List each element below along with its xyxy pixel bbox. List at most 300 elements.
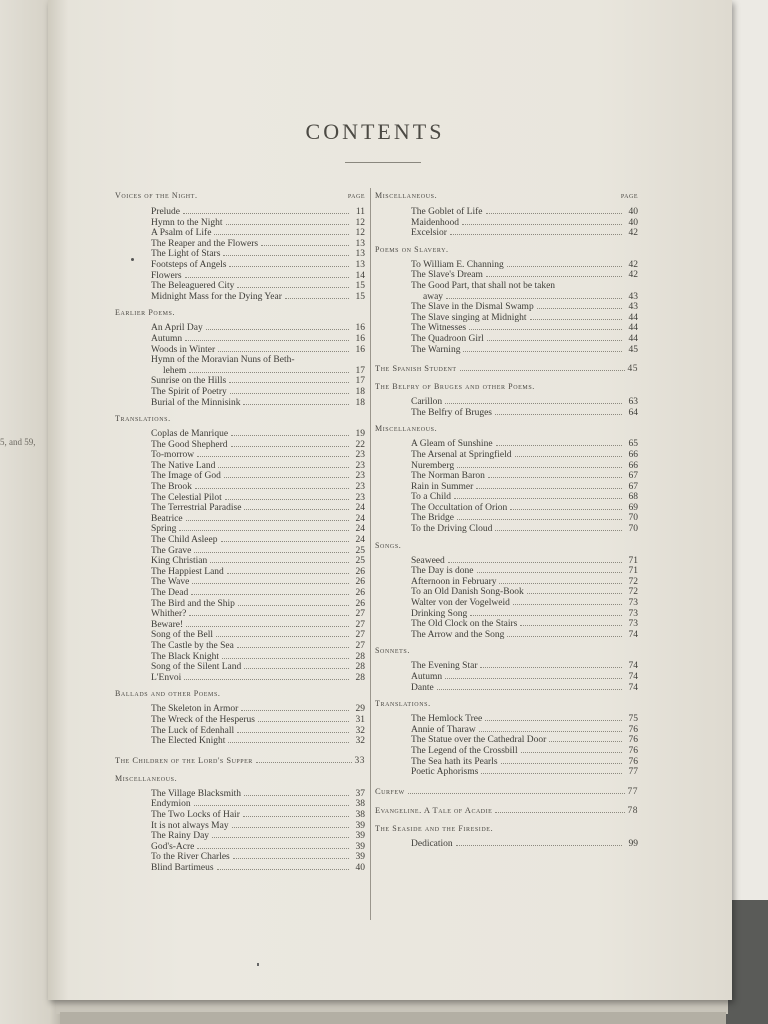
toc-entry [375, 482, 638, 493]
entry-page-number: 24 [355, 535, 365, 546]
entry-title: Walter von der Vogelweid [411, 598, 510, 609]
toc-entry [115, 567, 365, 578]
leader-dots [212, 837, 349, 838]
entry-title: King Christian [151, 556, 208, 567]
toc-entry [115, 535, 365, 546]
entry-page-number: 40 [355, 862, 365, 873]
toc-entry [375, 471, 638, 482]
entry-title: The Belfry of Bruges [411, 407, 492, 418]
entry-page-number: 25 [355, 556, 365, 567]
leader-dots [285, 298, 349, 299]
entry-title: Midnight Mass for the Dying Year [151, 291, 282, 302]
entry-title: Carillon [411, 397, 443, 408]
entry-page-number: 24 [355, 524, 365, 535]
entry-page-number: 13 [355, 249, 365, 260]
leader-dots [510, 509, 622, 510]
toc-section [115, 191, 365, 302]
section-heading [375, 382, 638, 392]
entry-title: Poetic Aphorisms [411, 767, 479, 778]
entry-title: The Child Asleep [151, 535, 218, 546]
major-entry-page: 78 [627, 805, 638, 816]
section-heading-text: Sonnets. [375, 646, 410, 656]
entry-title: The Luck of Edenhall [151, 725, 235, 736]
entry-title: Annie of Tharaw [411, 724, 476, 735]
leader-dots [448, 562, 622, 563]
entry-page-number: 24 [355, 513, 365, 524]
entry-title: To a Child [411, 492, 451, 503]
entry-title: The Grave [151, 545, 192, 556]
ink-speck [257, 963, 259, 966]
leader-dots [185, 340, 349, 341]
page-column-label: PAGE [347, 194, 365, 200]
toc-entry [375, 661, 638, 672]
leader-dots [186, 626, 349, 627]
title-rule [345, 162, 421, 163]
leader-dots [256, 762, 352, 763]
section-heading [375, 191, 638, 202]
toc-entry [115, 726, 365, 737]
section-heading-text: Miscellaneous. [375, 424, 438, 434]
leader-dots [460, 370, 625, 371]
entry-title: A Gleam of Sunshine [411, 439, 493, 450]
entry-title: The Evening Star [411, 661, 478, 672]
entry-title: The Day is done [411, 566, 474, 577]
entry-page-number: 44 [628, 333, 638, 344]
toc-entry [375, 556, 638, 567]
toc-entry [375, 503, 638, 514]
entry-page-number: 24 [355, 503, 365, 514]
toc-entry [115, 652, 365, 663]
entry-page-number: 17 [355, 376, 365, 387]
section-heading-text: Poems on Slavery. [375, 244, 449, 254]
entry-title: The Legend of the Crossbill [411, 745, 518, 756]
entry-page-number: 16 [355, 323, 365, 334]
section-heading-text: The Belfry of Bruges and other Poems. [375, 382, 535, 392]
section-heading [375, 541, 638, 551]
entry-title: The Slave in the Dismal Swamp [411, 302, 534, 313]
toc-entry [375, 302, 638, 313]
entry-title: To the River Charles [151, 852, 230, 863]
entry-page-number: 23 [355, 482, 365, 493]
entry-page-number: 23 [355, 460, 365, 471]
toc-entry [375, 492, 638, 503]
leader-dots [445, 678, 622, 679]
entry-title: The Arsenal at Springfield [411, 449, 512, 460]
toc-entry [115, 599, 365, 610]
entry-title: Hymn of the Moravian Nuns of Beth- [151, 355, 295, 366]
section-heading [375, 824, 638, 834]
toc-entry [115, 292, 365, 303]
leader-dots [226, 224, 349, 225]
toc-entry [375, 619, 638, 630]
entry-page-number: 67 [628, 481, 638, 492]
toc-entry [375, 683, 638, 694]
entry-title: Afternoon in February [411, 576, 497, 587]
entry-page-number: 11 [355, 207, 365, 217]
entry-page-number: 18 [355, 386, 365, 397]
entry-title: The Good Part, that shall not be taken [411, 280, 556, 291]
toc-entry [375, 260, 638, 271]
leader-dots [244, 668, 349, 669]
page-stack-edge-lower [60, 1012, 726, 1024]
entry-page-number: 73 [628, 598, 638, 609]
entry-page-number: 14 [355, 270, 365, 281]
entry-title: The Witnesses [411, 323, 467, 334]
entry-title: The Spirit of Poetry [151, 386, 227, 397]
toc-entry [115, 503, 365, 514]
leader-dots [197, 456, 349, 457]
leader-dots [241, 710, 349, 711]
leader-dots [195, 488, 349, 489]
entry-page-number: 42 [628, 259, 638, 270]
entry-title: Excelsior [411, 228, 447, 239]
entry-title: The Slave's Dream [411, 270, 483, 281]
entry-title: The Elected Knight [151, 736, 226, 747]
toc-entry [375, 598, 638, 609]
toc-entry [375, 524, 638, 535]
entry-page-number: 73 [628, 608, 638, 619]
major-entry-title: Evangeline. A Tale of Acadie [375, 804, 493, 815]
entry-title: Woods in Winter [151, 344, 216, 355]
entry-title: Coplas de Manrique [151, 429, 229, 440]
leader-dots [457, 467, 622, 468]
toc-entry [375, 767, 638, 778]
section-heading [375, 424, 638, 434]
toc-entry [115, 323, 365, 334]
leader-dots [221, 541, 350, 542]
entry-title: The Wreck of the Hesperus [151, 714, 255, 725]
entry-page-number: 38 [355, 799, 365, 810]
entry-page-number: 23 [355, 492, 365, 503]
entry-page-number: 64 [628, 407, 638, 418]
section-heading-text: Ballads and other Poems. [115, 689, 221, 699]
entry-title: The Statue over the Cathedral Door [411, 735, 547, 746]
toc-section [115, 308, 365, 408]
entry-page-number: 76 [628, 735, 638, 746]
leader-dots [224, 477, 349, 478]
entry-title: Blind Bartimeus [151, 862, 214, 873]
toc-section [375, 646, 638, 693]
major-entry-title: The Children of the Lord's Supper [115, 754, 253, 765]
toc-entry [115, 334, 365, 345]
toc-entry [115, 799, 365, 810]
toc-entry [115, 831, 365, 842]
leader-dots [194, 552, 349, 553]
toc-entry [115, 673, 365, 684]
section-heading [115, 774, 365, 784]
toc-entry [375, 725, 638, 736]
entry-title: The Warning [411, 344, 461, 355]
left-page-fragment: 5, and 59, [0, 437, 36, 447]
toc-entry [375, 281, 638, 292]
entry-page-number: 16 [355, 333, 365, 344]
entry-title: Flowers [151, 270, 182, 281]
entry-title: The Rainy Day [151, 831, 210, 842]
toc-entry [115, 355, 365, 366]
entry-page-number: 77 [628, 767, 638, 778]
leader-dots [457, 519, 622, 520]
section-heading [375, 699, 638, 709]
entry-title: Burial of the Minnisink [151, 397, 241, 408]
entry-page-number: 26 [355, 577, 365, 588]
leader-dots [507, 266, 622, 267]
section-heading-text: Voices of the Night. [115, 191, 198, 200]
toc-entry [375, 270, 638, 281]
leader-dots [244, 509, 349, 510]
toc-entry [115, 228, 365, 239]
leader-dots [481, 773, 622, 774]
toc-entry [375, 513, 638, 524]
entry-page-number: 19 [355, 429, 365, 440]
entry-page-number: 27 [355, 619, 365, 630]
entry-page-number: 39 [355, 831, 365, 842]
toc-entry [375, 313, 638, 324]
leader-dots [223, 255, 349, 256]
entry-title: To an Old Danish Song-Book [411, 587, 524, 598]
leader-dots [470, 615, 622, 616]
leader-dots [507, 636, 622, 637]
toc-entry [115, 514, 365, 525]
section-heading-text: The Seaside and the Fireside. [375, 823, 494, 833]
entry-page-number: 26 [355, 598, 365, 609]
leader-dots [480, 667, 622, 668]
section-heading [375, 245, 638, 255]
toc-entry [115, 556, 365, 567]
entry-title: Song of the Bell [151, 630, 214, 641]
toc-entry [375, 228, 638, 239]
leader-dots [237, 732, 349, 733]
entry-page-number: 40 [628, 207, 638, 217]
entry-title: Prelude [151, 207, 181, 217]
toc-entry [375, 408, 638, 419]
entry-title: Rain in Summer [411, 481, 474, 492]
entry-title: The Sea hath its Pearls [411, 756, 498, 767]
leader-dots [486, 213, 623, 214]
toc-entry [115, 852, 365, 863]
entry-page-number: 44 [628, 323, 638, 334]
toc-major-entry [375, 805, 638, 816]
entry-page-number: 73 [628, 619, 638, 630]
toc-entry [375, 218, 638, 229]
entry-title: Footsteps of Angels [151, 259, 227, 270]
entry-title: To the Driving Cloud [411, 524, 493, 535]
entry-page-number: 71 [628, 555, 638, 566]
entry-page-number: 32 [355, 725, 365, 736]
leader-dots [487, 340, 622, 341]
toc-entry [115, 429, 365, 440]
section-heading-text: Miscellaneous. [115, 773, 178, 783]
entry-title: Autumn [151, 333, 183, 344]
toc-entry [115, 641, 365, 652]
leader-dots [238, 605, 349, 606]
entry-title: The Old Clock on the Stairs [411, 619, 518, 630]
entry-title: The Castle by the Sea [151, 640, 234, 651]
entry-page-number: 28 [355, 662, 365, 673]
leader-dots [217, 869, 349, 870]
leader-dots [237, 287, 349, 288]
entry-title: The Occultation of Orion [411, 502, 508, 513]
entry-page-number: 13 [355, 238, 365, 249]
entry-title: lehem [163, 365, 187, 376]
entry-title: The Arrow and the Song [411, 629, 505, 640]
entry-title: The Wave [151, 577, 190, 588]
toc-entry [115, 471, 365, 482]
toc-section [375, 245, 638, 355]
entry-page-number: 13 [355, 259, 365, 270]
entry-page-number: 43 [628, 291, 638, 302]
toc-section [375, 424, 638, 534]
leader-dots [445, 403, 622, 404]
leader-dots [479, 731, 622, 732]
entry-page-number: 32 [355, 736, 365, 747]
section-heading [375, 646, 638, 656]
toc-entry [375, 746, 638, 757]
toc-entry [115, 524, 365, 535]
entry-page-number: 70 [628, 513, 638, 524]
leader-dots [485, 720, 622, 721]
toc-entry [115, 842, 365, 853]
toc-major-entry [375, 786, 638, 797]
toc-entry [115, 546, 365, 557]
leader-dots [486, 276, 622, 277]
section-heading [115, 191, 365, 202]
entry-page-number: 28 [355, 651, 365, 662]
entry-title: The Image of God [151, 471, 221, 482]
leader-dots [513, 604, 622, 605]
entry-title: Hymn to the Night [151, 217, 223, 228]
entry-page-number: 39 [355, 852, 365, 863]
page-title: CONTENTS [305, 119, 445, 144]
toc-entry [115, 810, 365, 821]
leader-dots [218, 467, 349, 468]
toc-entry [375, 397, 638, 408]
entry-title: Seaweed [411, 555, 445, 566]
leader-dots [258, 721, 349, 722]
leader-dots [469, 329, 622, 330]
entry-title: The Happiest Land [151, 566, 224, 577]
entry-page-number: 25 [355, 545, 365, 556]
leader-dots [495, 812, 624, 813]
entry-page-number: 42 [628, 228, 638, 239]
leader-dots [192, 583, 349, 584]
leader-dots [530, 319, 622, 320]
toc-section [375, 382, 638, 418]
entry-page-number: 72 [628, 587, 638, 598]
entry-page-number: 23 [355, 471, 365, 482]
entry-title: God's-Acre [151, 841, 195, 852]
toc-entry [375, 587, 638, 598]
leader-dots [463, 351, 622, 352]
toc-entry [115, 218, 365, 229]
contents-right-column [375, 189, 638, 855]
toc-entry [375, 450, 638, 461]
leader-dots [237, 647, 349, 648]
entry-title: The Bridge [411, 513, 455, 524]
leader-dots [231, 435, 349, 436]
toc-entry [115, 207, 365, 218]
entry-title: To William E. Channing [411, 259, 504, 270]
entry-page-number: 43 [628, 302, 638, 313]
leader-dots [454, 498, 622, 499]
leader-dots [244, 795, 349, 796]
leader-dots [450, 234, 622, 235]
entry-title: The Good Shepherd [151, 439, 228, 450]
leader-dots [216, 636, 349, 637]
entry-page-number: 69 [628, 502, 638, 513]
entry-title: Spring [151, 524, 177, 535]
leader-dots [243, 404, 349, 405]
toc-entry [115, 821, 365, 832]
toc-major-entry [115, 755, 365, 766]
section-heading-text: Earlier Poems. [115, 308, 176, 318]
entry-page-number: 38 [355, 809, 365, 820]
major-entry-page: 45 [627, 364, 638, 375]
leader-dots [222, 658, 349, 659]
entry-page-number: 31 [355, 714, 365, 725]
major-entry-page: 33 [354, 755, 365, 766]
entry-title: Autumn [411, 672, 443, 682]
entry-page-number: 75 [628, 714, 638, 725]
leader-dots [229, 382, 349, 383]
entry-page-number: 15 [355, 291, 365, 302]
toc-entry [115, 736, 365, 747]
leader-dots [501, 763, 622, 764]
toc-entry [375, 609, 638, 620]
leader-dots [228, 742, 349, 743]
leader-dots [189, 615, 349, 616]
entry-title: It is not always May [151, 820, 229, 831]
toc-entry [375, 439, 638, 450]
entry-page-number: 27 [355, 640, 365, 651]
entry-page-number: 27 [355, 609, 365, 620]
entry-page-number: 68 [628, 492, 638, 503]
entry-page-number: 37 [355, 788, 365, 799]
entry-title: A Psalm of Life [151, 228, 212, 239]
leader-dots [214, 234, 349, 235]
entry-title: The Bird and the Ship [151, 598, 235, 609]
page-column-label: PAGE [620, 194, 638, 200]
toc-entry [115, 461, 365, 472]
toc-entry [115, 376, 365, 387]
leader-dots [499, 583, 622, 584]
toc-entry [115, 366, 365, 377]
entry-title: The Hemlock Tree [411, 714, 483, 725]
entry-page-number: 63 [628, 397, 638, 408]
leader-dots [225, 499, 349, 500]
entry-page-number: 66 [628, 460, 638, 471]
entry-title: Drinking Song [411, 608, 468, 619]
toc-entry [115, 271, 365, 282]
section-heading-text: Translations. [115, 414, 171, 424]
entry-page-number: 70 [628, 524, 638, 535]
entry-page-number: 16 [355, 344, 365, 355]
leader-dots [186, 520, 349, 521]
entry-page-number: 74 [628, 661, 638, 672]
toc-entry [115, 493, 365, 504]
contents-left-column [115, 189, 365, 879]
entry-page-number: 76 [628, 756, 638, 767]
leader-dots [210, 562, 349, 563]
toc-major-entry [375, 363, 638, 374]
entry-page-number: 26 [355, 588, 365, 598]
leader-dots [261, 245, 349, 246]
toc-entry [115, 588, 365, 599]
leader-dots [527, 593, 622, 594]
column-divider [370, 188, 371, 920]
toc-entry [375, 334, 638, 345]
toc-entry [115, 345, 365, 356]
entry-page-number: 74 [628, 629, 638, 640]
